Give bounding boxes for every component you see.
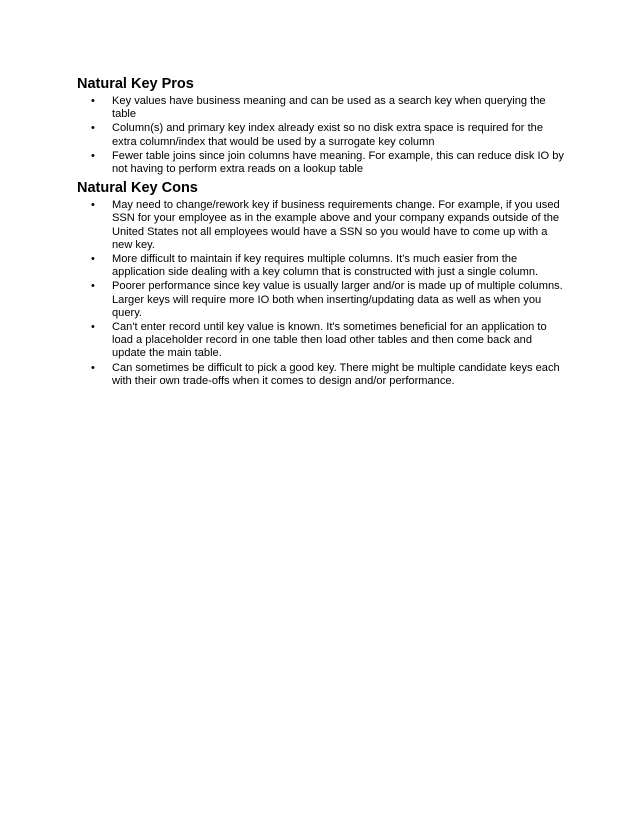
list-item-text: Fewer table joins since join columns have meaning. For example, this can reduce disk IO by not having to perform extra reads on a lookup table: [112, 149, 564, 176]
list-item-text: Can't enter record until key value is known. It's sometimes beneficial for an application to load a placeholder record in one table then load other tables and then come back and update the main table.: [112, 321, 547, 360]
list-item-text: Column(s) and primary key index already exist so no disk extra space is required for the extra column/index that would be used by a surrogate key column: [112, 122, 543, 148]
cons-heading: Natural Key Cons: [77, 180, 198, 197]
list-item: [77, 122, 567, 148]
bullet-icon: •: [91, 149, 95, 162]
list-item: [77, 253, 567, 279]
bullet-icon: •: [91, 280, 95, 293]
cons-list: [77, 199, 567, 388]
bullet-icon: •: [91, 122, 95, 135]
pros-list: [77, 95, 567, 176]
list-item: [77, 280, 567, 320]
bullet-icon: •: [91, 321, 95, 334]
document-body: [77, 76, 567, 389]
list-item-text: May need to change/rework key if business requirements change. For example, if you used SSN for your employee as in the example above and your company expands outside of the United States not all employees would have a SSN so you would have to come up with a new key.: [112, 199, 560, 251]
list-item: [77, 321, 567, 361]
bullet-icon: •: [91, 199, 95, 212]
list-item: [77, 150, 567, 176]
pros-heading: Natural Key Pros: [77, 76, 194, 92]
list-item-text: More difficult to maintain if key requires multiple columns. It's much easier from the application side dealing with a key column that is constructed with just a single column.: [112, 253, 539, 279]
list-item-text: Poorer performance since key value is usually larger and/or is made up of multiple columns. Larger keys will require more IO both when inserting/updating data as well as when you query.: [112, 280, 563, 319]
list-item: [77, 199, 567, 252]
bullet-icon: •: [91, 361, 95, 374]
bullet-icon: •: [91, 253, 95, 266]
bullet-icon: •: [91, 95, 95, 107]
list-item: [77, 95, 567, 121]
list-item: [77, 362, 567, 388]
list-item-text: Can sometimes be difficult to pick a good key. There might be multiple candidate keys each with their own trade-offs when it comes to design and/or performance.: [112, 361, 560, 387]
list-item-text: Key values have business meaning and can be used as a search key when querying the table: [112, 95, 546, 121]
